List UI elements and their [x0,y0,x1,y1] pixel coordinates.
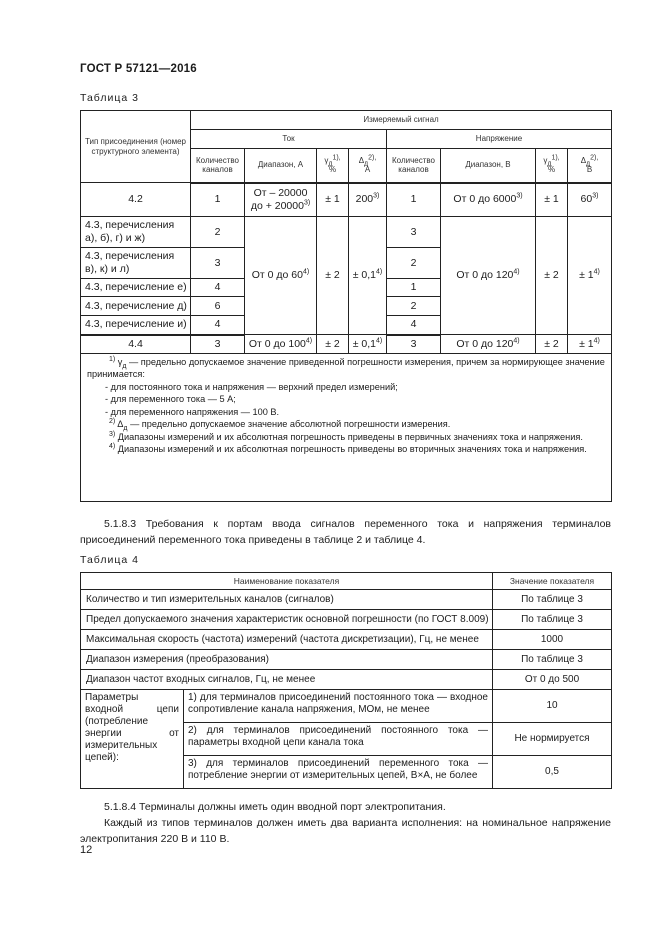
table-row: Диапазон частот входных сигналов, Гц, не менее От 0 до 500 [81,670,612,690]
delta-header-voltage: $\Delta_д^{2),}$ В [568,149,612,183]
paragraph-5-1-8-4 [80,799,611,847]
table-row: 4.3, перечисления а), б), г) и ж) 2 От 0 до 60$^{4)}$ ± 2 ± $0,1^{4)}$ 3 От 0 до 120$^{4)}$ ± 2 ± $1^{4)}$ [81,217,612,248]
table3-footnotes [81,354,612,502]
col-value-header: Значение показателя [493,573,612,590]
table3-caption: Таблица 3 [80,92,139,104]
table-row: 4.2 1 От – 20000 до + $20000^{3)}$ ± 1 200$^{3)}$ 1 От 0 до 6000$^{3)}$ ± 1 60$^{3)}$ [81,183,612,217]
range-header-voltage: Диапазон, В [441,149,536,183]
paragraph-5-1-8-4-line2: Каждый из типов терминалов должен иметь два варианта исполнения: на номинальное напряжение электропитания 220 В и 110 В. [80,817,611,845]
voltage-header: Напряжение [387,130,612,149]
col-name-header: Наименование показателя [81,573,493,590]
paragraph-5-1-8-3: 5.1.8.3 Требования к портам ввода сигналов переменного тока и напряжения терминалов присоединений переменного тока приведены в таблице 2 и таблице 4. [80,518,611,546]
table4-caption: Таблица 4 [80,554,139,566]
table-row: Диапазон измерения (преобразования) По таблице 3 [81,650,612,670]
table-3 [80,110,612,502]
footnote-1-item: - для постоянного тока и напряжения — верхний предел измерений; [105,381,398,392]
table-row: 4.4 3 От 0 до 100$^{4)}$ ± 2 ± $0,1^{4)}$ 3 От 0 до 120$^{4)}$ ± 2 ± $1^{4)}$ [81,335,612,354]
footnote-3: $^{3)}$ Диапазоны измерений и их абсолютная погрешность приведены в первичных значениях тока и напряжения. [109,430,583,442]
table-row: Предел допускаемого значения характеристик основной погрешности (по ГОСТ 8.009) По таблице 3 [81,610,612,630]
channels-header-voltage: Количество каналов [387,149,441,183]
table-row: 4.3, перечисление д) 6 2 [81,297,612,316]
table-row: Количество и тип измерительных каналов (сигналов) По таблице 3 [81,590,612,610]
gamma-header-current: $\gamma_д^{1),}$ % [317,149,349,183]
footnote-1-item: - для переменного напряжения — 100 В. [105,406,280,417]
range-header-current: Диапазон, А [245,149,317,183]
paragraph-5-1-8-4-line1: 5.1.8.4 Терминалы должны иметь один вводной порт электропитания. [104,801,446,813]
table-row: Максимальная скорость (частота) измерений (частота дискретизации), Гц, не менее 1000 [81,630,612,650]
table-row: Параметры входной цепи (потребление энергии от измерительных цепей): 1) для терминалов присоединений постоянного тока — входное сопротивление канала напряжения, МОм, не менее 10 [81,690,612,723]
document-header: ГОСТ Р 57121—2016 [80,63,197,75]
measured-signal-header: Измеряемый сигнал [191,111,612,130]
footnote-1-item: - для переменного тока — 5 А; [105,394,236,405]
page-number: 12 [80,844,93,856]
table-4 [80,572,612,789]
table-row: 4.3, перечисления в), к) и л) 3 2 [81,248,612,279]
table-row: 4.3, перечисление и) 4 4 [81,316,612,335]
gamma-header-voltage: $\gamma_д^{1),}$ % [536,149,568,183]
channels-header-current: Количество каналов [191,149,245,183]
params-label: Параметры входной цепи (потребление энергии от измерительных цепей): [81,690,184,789]
table-row: 3) для терминалов присоединений переменного тока — потребление энергии от измерительных цепей, В×А, не более 0,5 [81,756,612,789]
col-type-header: Тип присоединения (номер структурного элемента) [81,111,191,183]
delta-header-current: $\Delta_д^{2),}$ А [349,149,387,183]
current-header: Ток [191,130,387,149]
footnote-1: $^{1)}$ $\gamma_д$ — предельно допускаемое значение приведенной погрешности измерения, причем за нормирующее значение принимается: [87,355,605,380]
table-row: 2) для терминалов присоединений постоянного тока — параметры входной цепи канала тока Не нормируется [81,723,612,756]
footnote-2: $^{2)}$ $\Delta_д$ — предельно допускаемое значение абсолютной погрешности измерения. [109,418,451,432]
table-row: 4.3, перечисление е) 4 1 [81,279,612,297]
footnote-4: $^{4)}$ Диапазоны измерений и их абсолютная погрешность приведены во вторичных значениях тока и напряжения. [109,442,587,454]
